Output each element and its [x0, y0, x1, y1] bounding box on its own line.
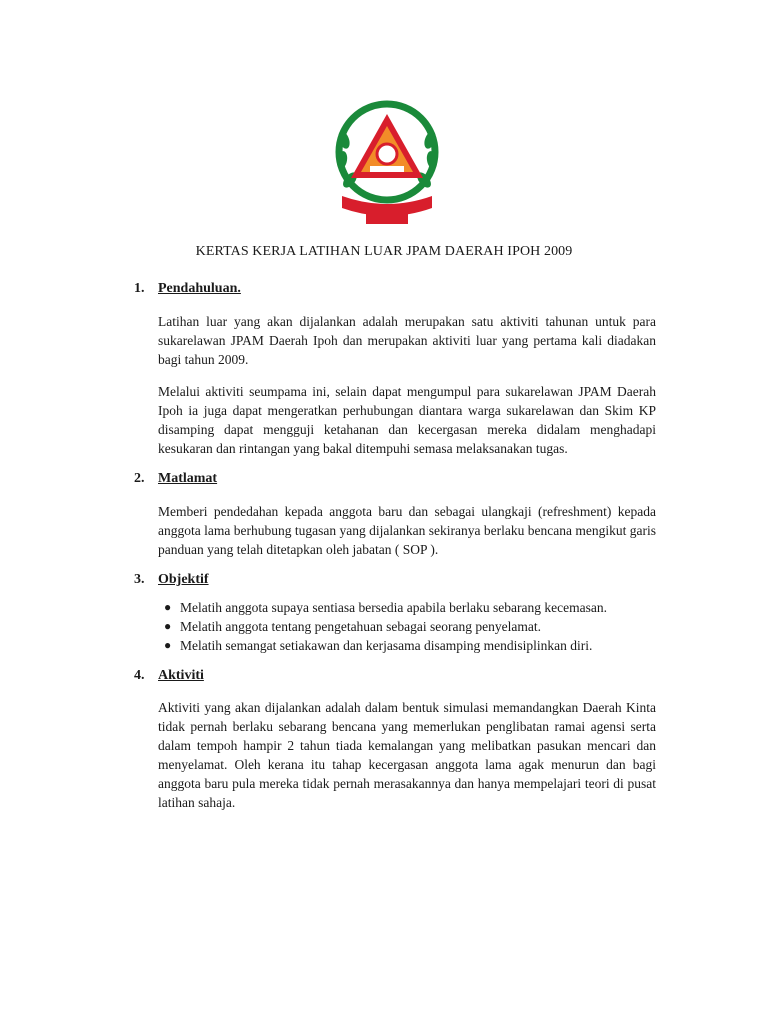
list-item: ● Melatih anggota tentang pengetahuan sebagai seorang penyelamat.: [158, 617, 656, 636]
list-item: ● Melatih anggota supaya sentiasa bersedia apabila berlaku sebarang kecemasan.: [158, 598, 656, 617]
section-title: Matlamat: [158, 471, 218, 486]
section-number: 3.: [134, 571, 145, 587]
document-title: KERTAS KERJA LATIHAN LUAR JPAM DAERAH IPOH 2009: [195, 244, 573, 259]
section-heading: [134, 470, 656, 488]
section-heading: [134, 571, 656, 589]
document-body: [134, 280, 656, 824]
section-matlamat: [134, 470, 656, 559]
section-number: 1.: [134, 281, 145, 296]
section-heading: [134, 667, 656, 685]
paragraph: Latihan luar yang akan dijalankan adalah merupakan satu aktiviti tahunan untuk para sukarelawan JPAM Daerah Ipoh dan merupakan aktiviti luar yang pertama kali diadakan bagi tahun 2009.: [158, 313, 656, 367]
objective-list: [158, 598, 656, 655]
paragraph: Aktiviti yang akan dijalankan adalah dalam bentuk simulasi memandangkan Daerah Kinta tidak pernah berlaku sebarang bencana yang memerlukan penglibatan ramai agensi serta dalam tempoh hampir 2 tahun tiada kemalangan yang melibatkan pasukan mencari dan menyelamat. Oleh kerana itu tahap kecergasan anggota lama agak menurun dan bagi anggota baru pula mereka tidak pernah merasakannya dan hanya mempelajari teori di pusat latihan sahaja.: [158, 700, 656, 810]
section-objektif: [134, 571, 656, 655]
section-aktiviti: [134, 667, 656, 813]
section-title: Pendahuluan.: [158, 281, 241, 296]
list-item: ● Melatih semangat setiakawan dan kerjasama disamping mendisiplinkan diri.: [158, 636, 656, 655]
jpam-emblem-icon: [332, 100, 442, 228]
section-title: Objektif: [158, 571, 209, 587]
section-pendahuluan: [134, 280, 656, 458]
section-title: Aktiviti: [158, 667, 204, 683]
section-number: 2.: [134, 471, 145, 486]
section-heading: [134, 280, 656, 298]
bullet-icon: ●: [164, 637, 172, 652]
bullet-icon: ●: [164, 599, 172, 614]
section-number: 4.: [134, 667, 145, 683]
paragraph: Memberi pendedahan kepada anggota baru dan sebagai ulangkaji (refreshment) kepada anggota lama berhubung tugasan yang dijalankan sekiranya berlaku bencana mengikut garis panduan yang telah ditetapkan oleh jabatan ( SOP ).: [158, 503, 656, 557]
paragraph: Melalui aktiviti seumpama ini, selain dapat mengumpul para sukarelawan JPAM Daerah Ipoh ia juga dapat mengeratkan perhubungan diantara warga sukarelawan dan Skim KP disamping dapat mengguji ketahanan dan kecergasan mereka didalam menghadapi kesukaran dan rintangan yang bakal ditempuhi semasa melaksanakan tugas.: [158, 384, 656, 456]
bullet-icon: ●: [164, 618, 172, 633]
